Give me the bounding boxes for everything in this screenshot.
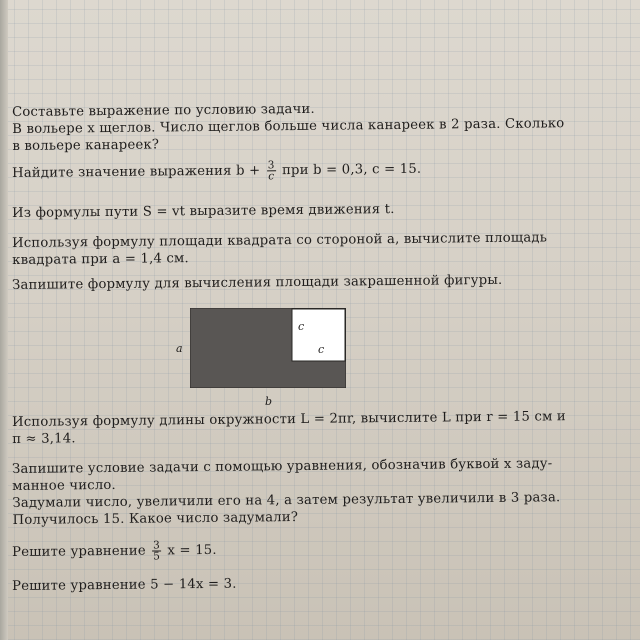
problem-8-line	[12, 536, 608, 563]
problem-1-line-3: в вольере канареек?	[12, 137, 160, 154]
problem-7-line-3: Задумали число, увеличили его на 4, а затем результат увеличили в 3 раза.	[12, 490, 561, 511]
problem-3	[12, 199, 608, 222]
problem-1-line-2: В вольере x щеглов. Число щеглов больше числа канареек в 2 раза. Сколько	[12, 116, 565, 137]
problem-2	[12, 157, 608, 184]
problem-7-line-4: Получилось 15. Какое число задумали?	[12, 510, 299, 528]
label-c-top: c	[298, 320, 305, 333]
problem-2-line	[12, 157, 608, 184]
problem-3-text: Из формулы пути S = vt выразите время движения t.	[12, 201, 395, 221]
fraction-denominator: 5	[153, 550, 161, 563]
fraction-3-over-c	[267, 160, 276, 181]
problem-5	[12, 271, 608, 294]
problem-7	[12, 455, 609, 529]
problem-1	[12, 98, 609, 155]
problem-9	[12, 572, 608, 595]
label-a: a	[176, 342, 183, 355]
problem-2-suffix: при b = 0,3, c = 15.	[281, 161, 422, 179]
problem-8	[12, 536, 608, 563]
problem-1-line-1: Составьте выражение по условию задачи.	[12, 101, 315, 120]
problem-7-line-1: Запишите условие задачи с помощью уравнения, обозначив буквой x заду-	[12, 456, 553, 477]
problem-9-text: Решите уравнение 5 − 14x = 3.	[12, 576, 237, 594]
problem-2-prefix: Найдите значение выражения b +	[12, 163, 261, 181]
problem-4-line-1: Используя формулу площади квадрата со стороной a, вычислите площадь	[12, 230, 548, 251]
fraction-numerator: 3	[153, 539, 161, 552]
fraction-denominator: c	[268, 170, 275, 183]
problem-4-line-2: квадрата при a = 1,4 см.	[12, 251, 189, 268]
problem-6-line-1: Используя формулу длины окружности L = 2πr, вычислите L при r = 15 см и	[12, 409, 566, 430]
problem-5-text: Запишите формулу для вычисления площади закрашенной фигуры.	[12, 272, 503, 293]
problem-7-line-2: манное число.	[12, 477, 116, 494]
problem-8-prefix: Решите уравнение	[12, 543, 146, 560]
fraction-3-over-5	[152, 540, 161, 561]
fraction-numerator: 3	[267, 159, 275, 172]
problem-6	[12, 408, 608, 448]
page-edge	[0, 0, 8, 640]
problem-8-suffix: x = 15.	[167, 542, 217, 559]
label-b: b	[265, 395, 273, 408]
problem-6-line-2: π ≈ 3,14.	[12, 431, 76, 447]
problem-4	[12, 229, 608, 269]
label-c-inner: c	[318, 343, 325, 356]
